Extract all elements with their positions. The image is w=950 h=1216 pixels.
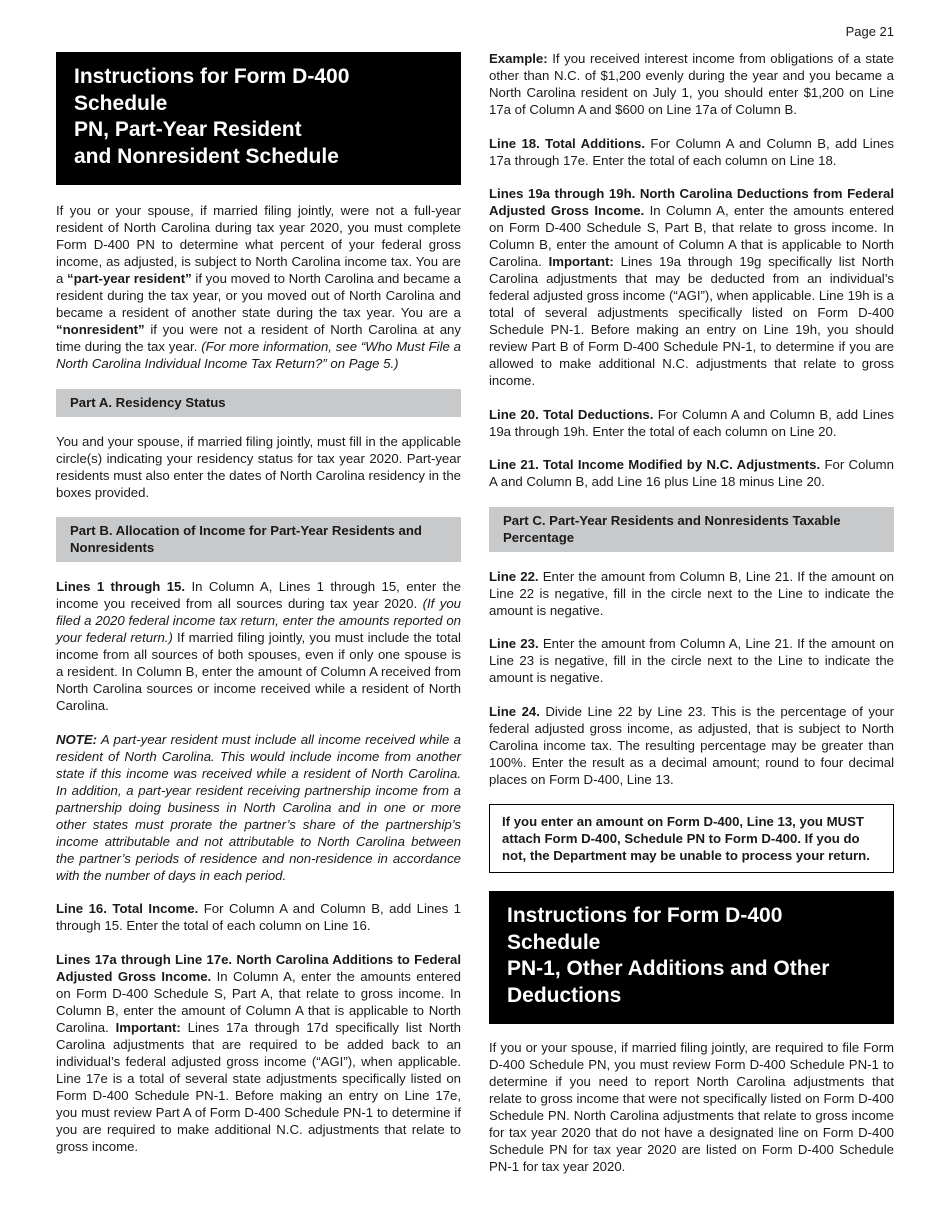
attach-notice-box: If you enter an amount on Form D-400, Line 13, you MUST attach Form D-400, Schedule PN to Form D-400. If you do not, the Department may be unable to process your return.: [489, 804, 894, 873]
line-23-paragraph: Line 23. Enter the amount from Column A, Line 21. If the amount on Line 23 is negative, fill in the circle next to the Line to indicate the amount is negative.: [489, 636, 894, 685]
left-column: [56, 52, 461, 1171]
heading-line: Instructions for Form D-400 Schedule: [74, 65, 350, 115]
note-paragraph: NOTE: A part-year resident must include all income received while a resident of North Carolina. This would include income from another state if this income was received while a resident of North Carolina. In addition, a part-year resident receiving partnership income from a partnership doing business in North Carolina and in one or more other states must prorate the partner’s share of the partnership’s income attributable and not attributable to North Carolina between the partner’s periods of residence and non-residence in accordance with the number of days in each period.: [56, 731, 461, 883]
part-c-heading: Part C. Part-Year Residents and Nonresidents Taxable Percentage: [489, 507, 894, 552]
heading-line: Instructions for Form D-400 Schedule: [507, 904, 783, 954]
line-21-paragraph: Line 21. Total Income Modified by N.C. Adjustments. For Column A and Column B, add Line 16 plus Line 18 minus Line 20.: [489, 457, 894, 489]
part-a-heading: Part A. Residency Status: [56, 389, 461, 417]
schedule-pn1-heading: [489, 891, 894, 1024]
pn1-paragraph: If you or your spouse, if married filing jointly, are required to file Form D-400 Schedule PN, you must review Form D-400 Schedule PN-1 to determine if you need to report North Carolina adjustments that relate to gross income that were not specifically listed on Form D-400 Schedule PN. North Carolina adjustments that relate to gross income for tax year 2020 that do not have a designated line on Form D-400 Schedule PN for tax year 2020 are listed on Form D-400 Schedule PN-1 for tax year 2020.: [489, 1040, 894, 1174]
schedule-pn-heading: [56, 52, 461, 185]
line-22-paragraph: Line 22. Enter the amount from Column B, Line 21. If the amount on Line 22 is negative, fill in the circle next to the Line to indicate the amount is negative.: [489, 568, 894, 618]
heading-line: Deductions: [507, 983, 622, 1007]
part-a-text: You and your spouse, if married filing jointly, must fill in the applicable circle(s) indicating your residency status for tax year 2020. Part-year residents must also enter the dates of North Carolina residency in the boxes provided.: [56, 433, 461, 500]
lines-17-paragraph: Lines 17a through Line 17e. North Carolina Additions to Federal Adjusted Gross Income. In Column A, enter the amounts entered on Form D-400 Schedule S, Part A, that relate to gross income. In Column B, enter the amount of Column A that is applicable to North Carolina. Important: Lines 17a through 17d specifically list North Carolina adjustments that are required to be added back to an individual’s federal adjusted gross income (“AGI”), when applicable. Line 17e is a total of several state adjustments specifically listed on Form D-400 Schedule PN-1. Before making an entry on Line 17e, you must review Part A of Form D-400 Schedule PN-1 to determine if you are required to make additional N.C. adjustments that relate to gross income.: [56, 951, 461, 1154]
line-24-paragraph: Line 24. Divide Line 22 by Line 23. This is the percentage of your federal adjusted gross income, as adjusted, that is subject to North Carolina income tax. The resulting percentage may be greater than 100%. Enter the result as a decimal amount; round to four decimal places on Form D-400, Line 13.: [489, 703, 894, 787]
part-b-heading: Part B. Allocation of Income for Part-Year Residents and Nonresidents: [56, 517, 461, 562]
line-18-paragraph: Line 18. Total Additions. For Column A and Column B, add Lines 17a through 17e. Enter the total of each column on Line 18.: [489, 135, 894, 168]
heading-line: PN, Part-Year Resident: [74, 118, 302, 141]
right-column: [489, 50, 894, 1192]
intro-paragraph: If you or your spouse, if married filing jointly, were not a full-year resident of North Carolina during tax year 2020, you must complete Form D-400 PN to determine what percent of your federal gross income, as adjusted, is subject to North Carolina income tax. You are a “part-year resident” if you moved to North Carolina and became a resident during the tax year, or you moved out of North Carolina and became a resident of another state during the tax year. You are a “nonresident” if you were not a resident of North Carolina at any time during the tax year. (For more information, see “Who Must File a North Carolina Individual Income Tax Return?” on Page 5.): [56, 203, 462, 371]
example-paragraph: Example: If you received interest income from obligations of a state other than N.C. of $1,200 evenly during the year and you became a North Carolina resident on July 1, you should enter $1,200 on Line 17a of Column A and $600 on Line 17a of Column B.: [489, 51, 894, 117]
heading-line: and Nonresident Schedule: [74, 144, 339, 168]
line-20-paragraph: Line 20. Total Deductions. For Column A and Column B, add Lines 19a through 19h. Enter the total of each column on Line 20.: [489, 406, 894, 439]
line-16-paragraph: Line 16. Total Income. For Column A and Column B, add Lines 1 through 15. Enter the total of each column on Line 16.: [56, 901, 461, 933]
heading-line: PN-1, Other Additions and Other: [507, 957, 830, 980]
lines-1-15-paragraph: Lines 1 through 15. In Column A, Lines 1 through 15, enter the income you received from all sources during tax year 2020. (If you filed a 2020 federal income tax return, enter the amounts reported on your federal return.) If married filing jointly, you must include the total income from all sources of both spouses, even if only one spouse is a resident. In Column B, enter the amount of Column A received from North Carolina sources or income received while a resident of North Carolina.: [56, 579, 461, 713]
page-number: Page 21: [845, 24, 894, 39]
lines-19-paragraph: Lines 19a through 19h. North Carolina Deductions from Federal Adjusted Gross Income. In Column A, enter the amounts entered on Form D-400 Schedule S, Part B, that relate to gross income. In Column B, enter the amount of Column A that is applicable to North Carolina. Important: Lines 19a through 19g specifically list North Carolina adjustments that may be deducted from an individual’s federal adjusted gross income (“AGI”), when applicable. Line 19h is a total of several adjustments specifically listed on Form D-400 Schedule PN-1. Before making an entry on Line 19h, you should review Part B of Form D-400 Schedule PN-1, to determine if you are allowed to make additional N.C. adjustments that relate to gross income.: [489, 186, 894, 388]
